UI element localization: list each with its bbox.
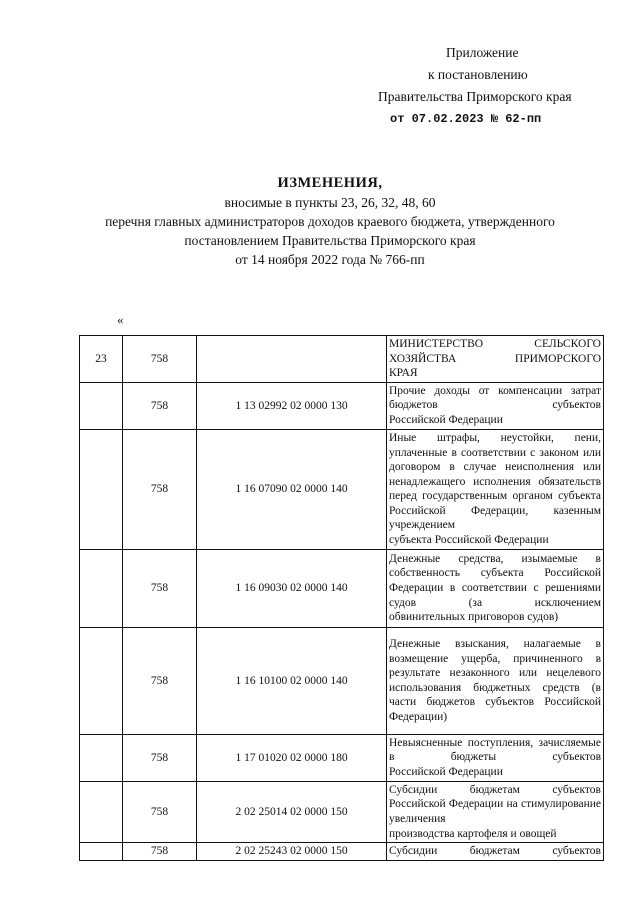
revenue-description xyxy=(387,382,604,429)
table-row xyxy=(80,843,604,861)
row-number xyxy=(80,429,123,549)
revenue-description xyxy=(387,336,604,383)
revenue-code: 1 13 02992 02 0000 130 xyxy=(197,382,387,429)
revenue-description xyxy=(387,843,604,861)
appendix-to-resolution: к постановлению xyxy=(428,67,528,82)
table-row xyxy=(80,549,604,627)
revenue-description xyxy=(387,549,604,627)
admin-code: 758 xyxy=(123,549,197,627)
description-text: Иные штрафы, неустойки, пени, уплаченные в соответствии с законом или договором в случае неисполнения или ненадлежащего исполнения обязательств перед государственным органом субъекта Российской Федерации, казенным учреждением xyxy=(389,431,601,532)
revenue-code xyxy=(197,336,387,383)
table-row xyxy=(80,781,604,842)
description-text: Денежные средства, изымаемые в собственность субъекта Российской Федерации в соответствии с решениями судов (за исключением xyxy=(389,552,601,609)
heading-line-4: постановлением Правительства Приморского края xyxy=(184,233,476,248)
description-text: Денежные взыскания, налагаемые в возмещение ущерба, причиненного в результате незаконного или нецелевого использования бюджетных средств (в части бюджетов субъектов Российской xyxy=(389,638,601,709)
admin-code: 758 xyxy=(123,429,197,549)
heading-line-3: перечня главных администраторов доходов краевого бюджета, утвержденного xyxy=(105,214,555,229)
description-text: МИНИСТЕРСТВО СЕЛЬСКОГО ХОЗЯЙСТВА ПРИМОРСКОГО xyxy=(389,338,601,365)
revenue-code: 1 17 01020 02 0000 180 xyxy=(197,734,387,781)
description-text: Невыясненные поступления, зачисляемые в бюджеты субъектов xyxy=(389,736,601,764)
row-number xyxy=(80,734,123,781)
admin-code: 758 xyxy=(123,627,197,734)
revenue-description xyxy=(387,627,604,734)
description-last-line: производства картофеля и овощей xyxy=(389,827,557,840)
row-number xyxy=(80,781,123,842)
opening-quote: « xyxy=(117,312,124,327)
description-last-line: Российской Федерации xyxy=(389,414,503,427)
appendix-block xyxy=(378,42,618,130)
admin-code: 758 xyxy=(123,781,197,842)
revenue-code: 1 16 10100 02 0000 140 xyxy=(197,627,387,734)
admin-code: 758 xyxy=(123,734,197,781)
row-number: 23 xyxy=(80,336,123,383)
row-number xyxy=(80,382,123,429)
document-heading xyxy=(40,174,620,269)
table-row xyxy=(80,429,604,549)
table-row xyxy=(80,734,604,781)
revenue-code: 1 16 09030 02 0000 140 xyxy=(197,549,387,627)
appendix-title: Приложение xyxy=(446,45,519,60)
heading-title: ИЗМЕНЕНИЯ, xyxy=(277,175,383,191)
description-text: Прочие доходы от компенсации затрат бюджетов субъектов xyxy=(389,384,601,412)
description-last-line: субъекта Российской Федерации xyxy=(389,534,549,547)
table-row xyxy=(80,382,604,429)
revenue-code: 2 02 25243 02 0000 150 xyxy=(197,843,387,861)
row-number xyxy=(80,627,123,734)
table-row xyxy=(80,627,604,734)
revenue-code: 2 02 25014 02 0000 150 xyxy=(197,781,387,842)
description-text: Субсидии бюджетам субъектов Российской Федерации на стимулирование увеличения xyxy=(389,783,601,825)
admin-code: 758 xyxy=(123,336,197,383)
row-number xyxy=(80,843,123,861)
admin-code: 758 xyxy=(123,843,197,861)
description-last-line: обвинительных приговоров судов) xyxy=(389,611,559,624)
heading-line-5: от 14 ноября 2022 года № 766-пп xyxy=(235,252,425,267)
description-last-line: Федерации) xyxy=(389,710,448,723)
appendix-government: Правительства Приморского края xyxy=(378,89,572,104)
admin-code: 758 xyxy=(123,382,197,429)
revenue-description xyxy=(387,429,604,549)
description-last-line: Российской Федерации xyxy=(389,766,503,779)
description-text: Субсидии бюджетам субъектов xyxy=(389,845,601,858)
appendix-date-number: от 07.02.2023 № 62-пп xyxy=(390,112,542,126)
row-number xyxy=(80,549,123,627)
heading-line-2: вносимые в пункты 23, 26, 32, 48, 60 xyxy=(224,195,436,210)
table-row xyxy=(80,336,604,383)
revenue-description xyxy=(387,781,604,842)
revenue-description xyxy=(387,734,604,781)
revenue-code: 1 16 07090 02 0000 140 xyxy=(197,429,387,549)
description-last-line: КРАЯ xyxy=(389,367,418,380)
changes-table xyxy=(79,335,604,861)
